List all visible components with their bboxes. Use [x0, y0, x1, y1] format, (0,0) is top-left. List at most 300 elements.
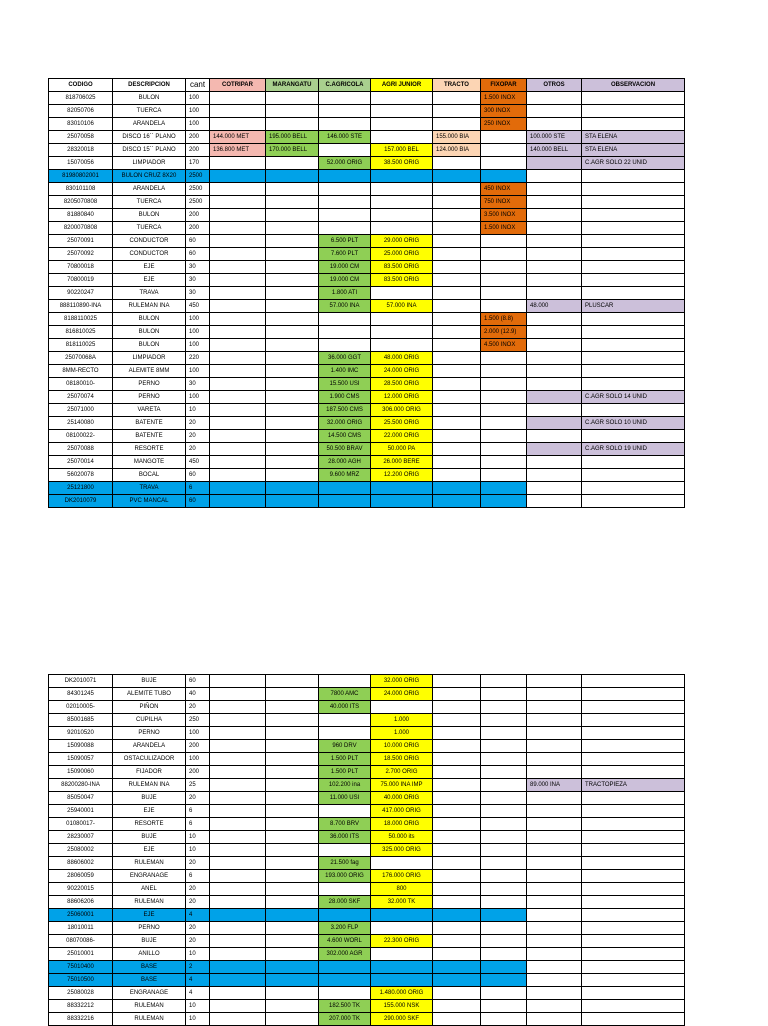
cell-cant: 100 — [186, 92, 210, 105]
cell-cant: 200 — [186, 740, 210, 753]
cell-agrijunior — [371, 222, 433, 235]
cell-tracto — [433, 287, 481, 300]
cell-descripcion: ALEMITE TUBO — [113, 688, 186, 701]
header-descripcion: DESCRIPCION — [113, 79, 186, 92]
table-row — [49, 727, 685, 740]
table-row — [49, 482, 685, 495]
cell-cant: 40 — [186, 688, 210, 701]
cell-otros — [527, 974, 582, 987]
cell-codigo: 25940001 — [49, 805, 113, 818]
table-row — [49, 378, 685, 391]
cell-cant: 10 — [186, 831, 210, 844]
cell-descripcion: LIMPIADOR — [113, 157, 186, 170]
cell-agrijunior: 57.000 INA — [371, 300, 433, 313]
cell-cagricola: 14.500 CMS — [319, 430, 371, 443]
cell-otros — [527, 688, 582, 701]
cell-observacion — [582, 805, 685, 818]
cell-cant: 100 — [186, 339, 210, 352]
cell-cotripar — [210, 909, 266, 922]
cell-fixopar: 750 INOX — [481, 196, 527, 209]
cell-marangatu — [266, 831, 319, 844]
cell-descripcion: TRAVA — [113, 287, 186, 300]
cell-observacion — [582, 727, 685, 740]
cell-codigo: 8188110025 — [49, 313, 113, 326]
cell-cagricola: 7800 AMC — [319, 688, 371, 701]
cell-codigo: 08180010- — [49, 378, 113, 391]
cell-fixopar — [481, 714, 527, 727]
cell-otros — [527, 378, 582, 391]
cell-otros — [527, 105, 582, 118]
cell-descripcion: TUERCA — [113, 196, 186, 209]
cell-agrijunior — [371, 961, 433, 974]
cell-cant: 20 — [186, 935, 210, 948]
cell-cant: 20 — [186, 417, 210, 430]
cell-marangatu — [266, 352, 319, 365]
cell-fixopar — [481, 131, 527, 144]
cell-fixopar: 1.500 INOX — [481, 92, 527, 105]
cell-codigo: 56020078 — [49, 469, 113, 482]
table-row — [49, 404, 685, 417]
cell-cant: 2500 — [186, 170, 210, 183]
table-row — [49, 209, 685, 222]
cell-otros — [527, 183, 582, 196]
cell-cagricola: 19.000 CM — [319, 261, 371, 274]
cell-descripcion: RULEMAN — [113, 1013, 186, 1026]
cell-fixopar — [481, 248, 527, 261]
cell-cant: 10 — [186, 844, 210, 857]
cell-otros — [527, 469, 582, 482]
cell-tracto — [433, 740, 481, 753]
cell-observacion: C.AGR SOLO 22 UNID — [582, 157, 685, 170]
cell-codigo: 90220015 — [49, 883, 113, 896]
cell-agrijunior: 48.000 ORIG — [371, 352, 433, 365]
cell-descripcion: ALEMITE 8MM — [113, 365, 186, 378]
cell-cotripar — [210, 818, 266, 831]
cell-marangatu: 170.000 BELL — [266, 144, 319, 157]
cell-observacion — [582, 183, 685, 196]
cell-marangatu — [266, 1000, 319, 1013]
cell-cotripar — [210, 844, 266, 857]
cell-descripcion: BASE — [113, 974, 186, 987]
cell-tracto — [433, 922, 481, 935]
cell-marangatu — [266, 339, 319, 352]
cell-observacion — [582, 753, 685, 766]
cell-descripcion: BULON — [113, 92, 186, 105]
cell-cotripar — [210, 740, 266, 753]
table-row — [49, 274, 685, 287]
cell-cotripar — [210, 831, 266, 844]
cell-descripcion: RESORTE — [113, 818, 186, 831]
table-row — [49, 300, 685, 313]
table-row — [49, 701, 685, 714]
cell-agrijunior: 24.000 ORIG — [371, 688, 433, 701]
cell-tracto — [433, 688, 481, 701]
cell-observacion — [582, 922, 685, 935]
cell-marangatu — [266, 896, 319, 909]
table-row — [49, 144, 685, 157]
cell-otros — [527, 443, 582, 456]
cell-codigo: 818706025 — [49, 92, 113, 105]
table-row — [49, 417, 685, 430]
cell-fixopar — [481, 417, 527, 430]
cell-cotripar — [210, 430, 266, 443]
cell-cagricola: 9.600 MRZ — [319, 469, 371, 482]
cell-tracto — [433, 831, 481, 844]
cell-cagricola — [319, 974, 371, 987]
cell-fixopar — [481, 844, 527, 857]
cell-agrijunior: 32.000 ORIG — [371, 675, 433, 688]
cell-tracto — [433, 105, 481, 118]
cell-cant: 100 — [186, 391, 210, 404]
cell-fixopar — [481, 987, 527, 1000]
cell-observacion — [582, 365, 685, 378]
cell-observacion — [582, 961, 685, 974]
cell-codigo: 818110025 — [49, 339, 113, 352]
cell-otros — [527, 896, 582, 909]
cell-agrijunior — [371, 313, 433, 326]
cell-fixopar — [481, 495, 527, 508]
cell-observacion — [582, 287, 685, 300]
cell-codigo: 888110890-INA — [49, 300, 113, 313]
cell-cagricola — [319, 987, 371, 1000]
cell-codigo: 830101108 — [49, 183, 113, 196]
cell-cant: 200 — [186, 222, 210, 235]
cell-cotripar — [210, 118, 266, 131]
cell-codigo: 25010001 — [49, 948, 113, 961]
cell-codigo: 85050047 — [49, 792, 113, 805]
cell-otros — [527, 365, 582, 378]
cell-cagricola: 57.000 INA — [319, 300, 371, 313]
cell-otros — [527, 430, 582, 443]
cell-codigo: 81880840 — [49, 209, 113, 222]
cell-fixopar — [481, 456, 527, 469]
cell-cagricola: 187.500 CMS — [319, 404, 371, 417]
table-row — [49, 469, 685, 482]
cell-otros: 89.000 INA — [527, 779, 582, 792]
cell-cotripar — [210, 469, 266, 482]
cell-cant: 60 — [186, 469, 210, 482]
cell-fixopar — [481, 753, 527, 766]
cell-otros: 48.000 — [527, 300, 582, 313]
cell-cagricola: 193.000 ORIG — [319, 870, 371, 883]
cell-marangatu — [266, 326, 319, 339]
cell-cagricola — [319, 805, 371, 818]
cell-otros: 100.000 STE — [527, 131, 582, 144]
cell-otros — [527, 727, 582, 740]
cell-otros — [527, 235, 582, 248]
table-row — [49, 870, 685, 883]
cell-marangatu — [266, 844, 319, 857]
cell-cagricola: 32.000 ORIG — [319, 417, 371, 430]
cell-observacion — [582, 352, 685, 365]
cell-otros — [527, 326, 582, 339]
header-otros: OTROS — [527, 79, 582, 92]
cell-agrijunior: 12.000 ORIG — [371, 391, 433, 404]
cell-observacion — [582, 404, 685, 417]
table-row — [49, 753, 685, 766]
cell-fixopar — [481, 157, 527, 170]
cell-cant: 6 — [186, 870, 210, 883]
cell-fixopar — [481, 727, 527, 740]
cell-tracto — [433, 443, 481, 456]
cell-descripcion: ENGRANAGE — [113, 987, 186, 1000]
cell-agrijunior: 29.000 ORIG — [371, 235, 433, 248]
cell-fixopar — [481, 935, 527, 948]
cell-marangatu — [266, 378, 319, 391]
cell-cotripar — [210, 157, 266, 170]
cell-codigo: 25071000 — [49, 404, 113, 417]
cell-marangatu — [266, 157, 319, 170]
cell-codigo: 88332212 — [49, 1000, 113, 1013]
cell-observacion — [582, 701, 685, 714]
cell-descripcion: TRAVA — [113, 482, 186, 495]
cell-cagricola: 1.900 CMS — [319, 391, 371, 404]
cell-descripcion: BATENTE — [113, 417, 186, 430]
cell-observacion — [582, 831, 685, 844]
cell-codigo: 92010520 — [49, 727, 113, 740]
cell-cotripar — [210, 482, 266, 495]
cell-otros — [527, 883, 582, 896]
cell-descripcion: CONDUCTOR — [113, 235, 186, 248]
cell-marangatu — [266, 391, 319, 404]
cell-cant: 100 — [186, 105, 210, 118]
cell-marangatu — [266, 417, 319, 430]
cell-observacion — [582, 883, 685, 896]
cell-cant: 100 — [186, 753, 210, 766]
cell-otros — [527, 313, 582, 326]
cell-observacion — [582, 870, 685, 883]
cell-observacion — [582, 792, 685, 805]
cell-marangatu — [266, 92, 319, 105]
cell-cotripar — [210, 326, 266, 339]
header-observacion: OBSERVACION — [582, 79, 685, 92]
table-row — [49, 222, 685, 235]
cell-cotripar — [210, 404, 266, 417]
cell-cotripar — [210, 183, 266, 196]
cell-cotripar — [210, 701, 266, 714]
cell-otros — [527, 935, 582, 948]
cell-cotripar — [210, 456, 266, 469]
cell-tracto — [433, 313, 481, 326]
cell-cagricola: 146.000 STE — [319, 131, 371, 144]
cell-cant: 10 — [186, 948, 210, 961]
cell-descripcion: ARANDELA — [113, 118, 186, 131]
cell-agrijunior: 325.000 ORIG — [371, 844, 433, 857]
cell-observacion — [582, 456, 685, 469]
cell-agrijunior: 2.700 ORIG — [371, 766, 433, 779]
cell-cant: 4 — [186, 974, 210, 987]
cell-otros — [527, 844, 582, 857]
cell-cant: 100 — [186, 365, 210, 378]
cell-tracto — [433, 701, 481, 714]
table-row — [49, 909, 685, 922]
cell-otros — [527, 352, 582, 365]
cell-descripcion: PERNO — [113, 391, 186, 404]
cell-agrijunior — [371, 170, 433, 183]
cell-observacion — [582, 974, 685, 987]
cell-cotripar — [210, 365, 266, 378]
table-row — [49, 261, 685, 274]
cell-cagricola: 15.500 USI — [319, 378, 371, 391]
cell-cant: 20 — [186, 896, 210, 909]
cell-fixopar — [481, 831, 527, 844]
cell-tracto — [433, 896, 481, 909]
cell-cotripar — [210, 675, 266, 688]
cell-otros — [527, 766, 582, 779]
cell-observacion — [582, 844, 685, 857]
cell-cant: 170 — [186, 157, 210, 170]
cell-tracto — [433, 987, 481, 1000]
cell-otros — [527, 792, 582, 805]
cell-tracto — [433, 935, 481, 948]
cell-fixopar — [481, 870, 527, 883]
cell-fixopar: 250 INOX — [481, 118, 527, 131]
cell-descripcion: EJE — [113, 274, 186, 287]
cell-descripcion: BUJE — [113, 831, 186, 844]
cell-otros — [527, 287, 582, 300]
cell-otros — [527, 805, 582, 818]
cell-cotripar — [210, 883, 266, 896]
cell-cagricola: 28.000 SKF — [319, 896, 371, 909]
cell-observacion — [582, 495, 685, 508]
cell-cotripar — [210, 105, 266, 118]
cell-cagricola — [319, 313, 371, 326]
cell-tracto — [433, 818, 481, 831]
cell-fixopar — [481, 378, 527, 391]
table-row — [49, 922, 685, 935]
cell-cagricola — [319, 105, 371, 118]
cell-tracto — [433, 183, 481, 196]
cell-tracto — [433, 417, 481, 430]
table-row — [49, 235, 685, 248]
cell-cant: 450 — [186, 300, 210, 313]
cell-cotripar — [210, 339, 266, 352]
cell-fixopar — [481, 235, 527, 248]
cell-marangatu — [266, 779, 319, 792]
table-row — [49, 987, 685, 1000]
cell-tracto — [433, 261, 481, 274]
cell-agrijunior: 24.000 ORIG — [371, 365, 433, 378]
cell-tracto — [433, 857, 481, 870]
cell-tracto — [433, 948, 481, 961]
cell-marangatu — [266, 287, 319, 300]
cell-descripcion: OSTACULIZADOR — [113, 753, 186, 766]
cell-agrijunior: 83.500 ORIG — [371, 274, 433, 287]
cell-marangatu — [266, 196, 319, 209]
table-row — [49, 391, 685, 404]
cell-cant: 60 — [186, 495, 210, 508]
cell-codigo: 8200070808 — [49, 222, 113, 235]
cell-fixopar: 4.500 INOX — [481, 339, 527, 352]
cell-codigo: 81980802001 — [49, 170, 113, 183]
cell-agrijunior: 26.000 BERE — [371, 456, 433, 469]
cell-marangatu — [266, 974, 319, 987]
cell-cant: 25 — [186, 779, 210, 792]
table-row — [49, 118, 685, 131]
cell-descripcion: EJE — [113, 805, 186, 818]
cell-cagricola: 1.500 PLT — [319, 766, 371, 779]
cell-fixopar: 300 INOX — [481, 105, 527, 118]
cell-tracto — [433, 326, 481, 339]
cell-descripcion: PERNO — [113, 922, 186, 935]
cell-agrijunior: 50.000 its — [371, 831, 433, 844]
cell-observacion — [582, 118, 685, 131]
cell-cotripar — [210, 779, 266, 792]
cell-agrijunior — [371, 909, 433, 922]
cell-observacion — [582, 896, 685, 909]
cell-agrijunior: 1.000 — [371, 714, 433, 727]
cell-cagricola: 1.800 ATI — [319, 287, 371, 300]
cell-observacion — [582, 326, 685, 339]
cell-otros — [527, 857, 582, 870]
cell-observacion: C.AGR SOLO 10 UNID — [582, 417, 685, 430]
table-row — [49, 183, 685, 196]
cell-cotripar — [210, 222, 266, 235]
cell-cotripar — [210, 378, 266, 391]
quote-table-2 — [48, 674, 685, 1026]
cell-descripcion: RULEMAN INA — [113, 779, 186, 792]
cell-fixopar — [481, 818, 527, 831]
table-row — [49, 896, 685, 909]
cell-cant: 220 — [186, 352, 210, 365]
cell-observacion — [582, 209, 685, 222]
cell-codigo: 28230007 — [49, 831, 113, 844]
cell-codigo: DK2010071 — [49, 675, 113, 688]
cell-agrijunior: 417.000 ORIG — [371, 805, 433, 818]
cell-agrijunior: 10.000 ORIG — [371, 740, 433, 753]
cell-marangatu — [266, 469, 319, 482]
cell-cagricola: 102.200 ina — [319, 779, 371, 792]
cell-marangatu — [266, 313, 319, 326]
cell-cant: 60 — [186, 248, 210, 261]
cell-fixopar — [481, 766, 527, 779]
cell-codigo: 85001685 — [49, 714, 113, 727]
table-row — [49, 1000, 685, 1013]
cell-tracto — [433, 469, 481, 482]
cell-otros — [527, 157, 582, 170]
cell-codigo: 70800019 — [49, 274, 113, 287]
cell-tracto — [433, 766, 481, 779]
cell-descripcion: PIÑON — [113, 701, 186, 714]
cell-cant: 10 — [186, 1013, 210, 1026]
cell-tracto — [433, 456, 481, 469]
cell-agrijunior — [371, 482, 433, 495]
cell-cotripar — [210, 287, 266, 300]
cell-otros — [527, 987, 582, 1000]
cell-cotripar — [210, 495, 266, 508]
cell-otros — [527, 404, 582, 417]
cell-fixopar — [481, 948, 527, 961]
cell-cagricola: 4.600 WORL — [319, 935, 371, 948]
cell-tracto: 155.000 BIA — [433, 131, 481, 144]
cell-descripcion: RULEMAN — [113, 896, 186, 909]
cell-observacion — [582, 675, 685, 688]
cell-fixopar: 450 INOX — [481, 183, 527, 196]
cell-cant: 20 — [186, 922, 210, 935]
cell-fixopar — [481, 909, 527, 922]
table-row — [49, 131, 685, 144]
cell-agrijunior: 40.000 ORIG — [371, 792, 433, 805]
cell-tracto — [433, 974, 481, 987]
cell-marangatu — [266, 404, 319, 417]
cell-cotripar: 136.800 MET — [210, 144, 266, 157]
header-codigo: CODIGO — [49, 79, 113, 92]
cell-marangatu — [266, 183, 319, 196]
cell-cant: 450 — [186, 456, 210, 469]
cell-tracto — [433, 870, 481, 883]
cell-observacion — [582, 378, 685, 391]
cell-tracto — [433, 753, 481, 766]
